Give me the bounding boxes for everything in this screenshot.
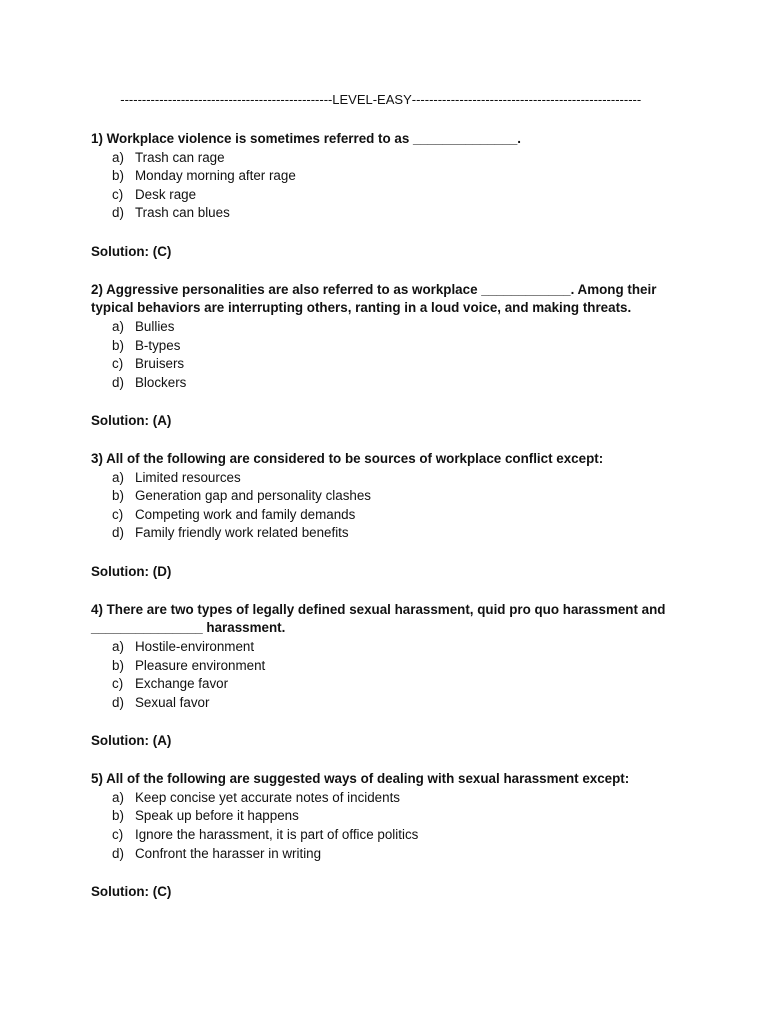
question-4 — [91, 601, 691, 751]
option-letter: b) — [112, 168, 124, 184]
option-text: Keep concise yet accurate notes of incidents — [135, 789, 400, 805]
level-title: LEVEL-EASY — [332, 92, 412, 107]
option-text: Generation gap and personality clashes — [135, 488, 371, 504]
option-item — [91, 675, 691, 694]
option-item — [91, 807, 691, 826]
option-text: Confront the harasser in writing — [135, 845, 322, 861]
option-letter: d) — [112, 694, 124, 710]
option-item — [91, 524, 691, 543]
question-text: 5) All of the following are suggested ways of dealing with sexual harassment except: — [91, 771, 630, 787]
question-text: 4) There are two types of legally defined sexual harassment, quid pro quo harassment and _______________ harassment. — [91, 601, 666, 636]
option-text: B-types — [135, 337, 181, 353]
option-item — [91, 318, 691, 337]
option-list — [91, 638, 691, 712]
option-text: Pleasure environment — [135, 657, 266, 673]
option-letter: b) — [112, 657, 124, 673]
option-letter: a) — [112, 789, 124, 805]
option-text: Ignore the harassment, it is part of office politics — [135, 826, 419, 842]
header-dashes-left: ------------------------------------------------- — [120, 92, 333, 107]
option-letter: c) — [112, 826, 124, 842]
option-text: Family friendly work related benefits — [135, 525, 349, 541]
question-list — [91, 130, 691, 921]
option-letter: b) — [112, 808, 124, 824]
option-item — [91, 355, 691, 374]
solution-text: Solution: (C) — [91, 243, 172, 259]
question-text: 1) Workplace violence is sometimes referred to as ______________. — [91, 131, 521, 146]
option-letter: b) — [112, 337, 124, 353]
question-3 — [91, 450, 691, 581]
option-text: Trash can rage — [135, 149, 225, 165]
option-letter: d) — [112, 845, 124, 861]
option-letter: a) — [112, 149, 124, 165]
solution-text: Solution: (C) — [91, 883, 172, 899]
option-letter: c) — [112, 676, 124, 692]
option-letter: c) — [112, 186, 124, 202]
option-text: Exchange favor — [135, 676, 229, 692]
option-letter: a) — [112, 639, 124, 655]
option-text: Limited resources — [135, 469, 241, 485]
option-text: Monday morning after rage — [135, 168, 296, 184]
option-text: Sexual favor — [135, 694, 210, 710]
question-2 — [91, 281, 691, 431]
option-list — [91, 149, 691, 223]
option-list — [91, 789, 691, 863]
option-item — [91, 149, 691, 168]
option-item — [91, 694, 691, 713]
option-text: Speak up before it happens — [135, 808, 299, 824]
option-letter: a) — [112, 469, 124, 485]
option-item — [91, 826, 691, 845]
option-item — [91, 167, 691, 186]
option-item — [91, 469, 691, 488]
solution-text: Solution: (A) — [91, 412, 172, 428]
option-list — [91, 469, 691, 543]
option-letter: c) — [112, 356, 124, 372]
option-text: Blockers — [135, 374, 187, 390]
option-item — [91, 374, 691, 393]
question-1 — [91, 130, 691, 261]
option-letter: d) — [112, 205, 124, 221]
option-item — [91, 638, 691, 657]
option-item — [91, 506, 691, 525]
option-letter: c) — [112, 506, 124, 522]
option-text: Trash can blues — [135, 205, 230, 221]
solution-text: Solution: (A) — [91, 733, 172, 748]
option-item — [91, 487, 691, 506]
question-text: 3) All of the following are considered to be sources of workplace conflict except: — [91, 451, 604, 467]
option-letter: b) — [112, 488, 124, 504]
question-text: 2) Aggressive personalities are also referred to as workplace ____________. Among their typical behaviors are interrupting others, ranting in a loud voice, and making threats. — [91, 281, 657, 316]
option-letter: a) — [112, 318, 124, 334]
option-text: Desk rage — [135, 186, 197, 202]
option-letter: d) — [112, 525, 124, 541]
option-text: Bullies — [135, 318, 175, 334]
option-item — [91, 337, 691, 356]
option-item — [91, 657, 691, 676]
option-item — [91, 186, 691, 205]
option-item — [91, 845, 691, 864]
option-letter: d) — [112, 374, 124, 390]
question-5 — [91, 770, 691, 901]
level-header — [0, 92, 768, 107]
option-item — [91, 204, 691, 223]
solution-text: Solution: (D) — [91, 563, 172, 579]
option-text: Bruisers — [135, 356, 185, 372]
option-list — [91, 318, 691, 392]
header-dashes-right: ----------------------------------------------------- — [411, 92, 642, 107]
option-text: Competing work and family demands — [135, 506, 356, 522]
option-text: Hostile-environment — [135, 639, 255, 655]
option-item — [91, 789, 691, 808]
